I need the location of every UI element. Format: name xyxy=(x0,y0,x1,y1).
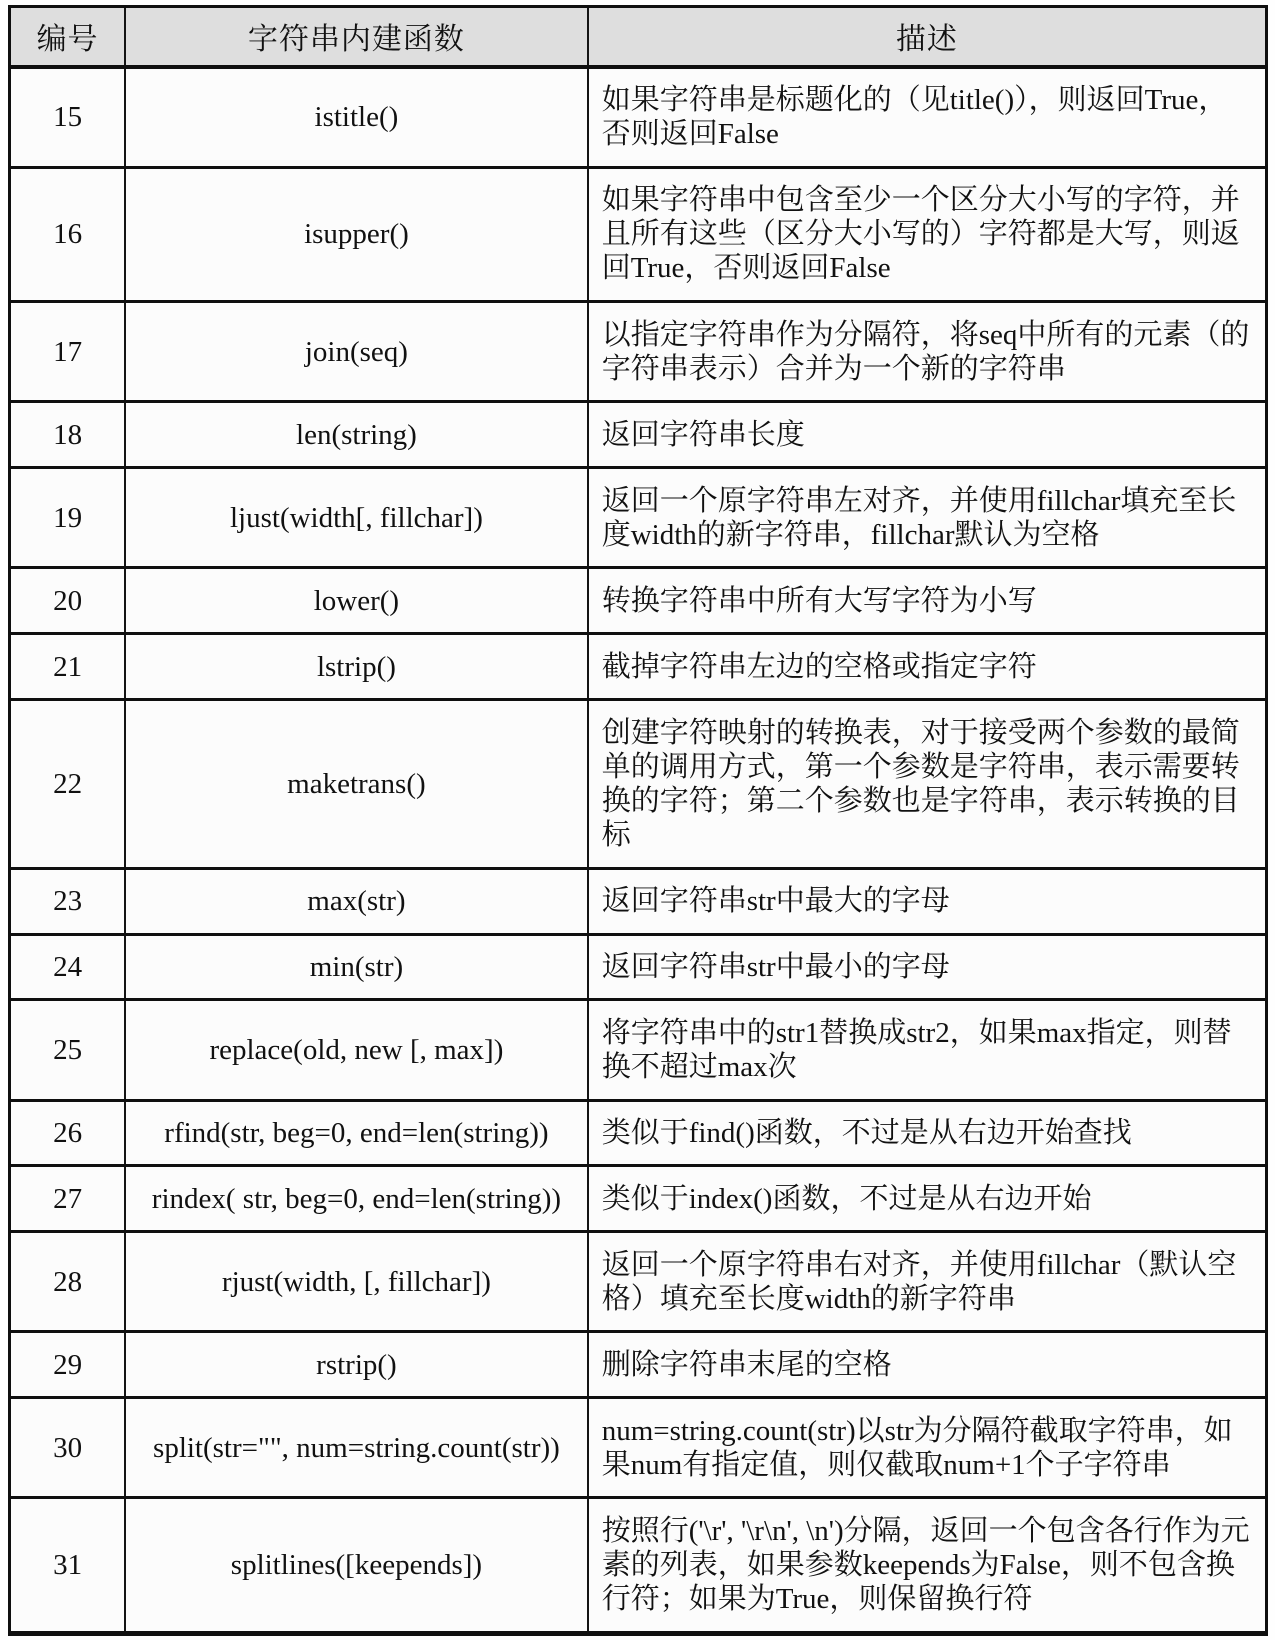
table-body xyxy=(10,67,1267,1634)
description-cell: 返回字符串str中最小的字母 xyxy=(588,934,1267,1000)
description-cell: 返回一个原字符串右对齐，并使用fillchar（默认空格）填充至长度width的新字符串 xyxy=(588,1232,1267,1332)
table-row xyxy=(10,302,1267,402)
row-number-cell: 26 xyxy=(10,1100,126,1166)
row-number-cell: 27 xyxy=(10,1166,126,1232)
table-row xyxy=(10,699,1267,868)
string-builtin-functions-table xyxy=(8,5,1268,1636)
header-description: 描述 xyxy=(588,7,1267,67)
function-name-cell: lstrip() xyxy=(125,634,588,700)
row-number-cell: 23 xyxy=(10,868,126,934)
row-number-cell: 30 xyxy=(10,1398,126,1498)
table-row xyxy=(10,1100,1267,1166)
function-name-cell: istitle() xyxy=(125,67,588,168)
table-header xyxy=(10,7,1267,67)
function-name-cell: min(str) xyxy=(125,934,588,1000)
function-name-cell: max(str) xyxy=(125,868,588,934)
row-number-cell: 15 xyxy=(10,67,126,168)
description-cell: 返回一个原字符串左对齐，并使用fillchar填充至长度width的新字符串，fillchar默认为空格 xyxy=(588,468,1267,568)
description-cell: 如果字符串是标题化的（见title()），则返回True，否则返回False xyxy=(588,67,1267,168)
table-row xyxy=(10,1498,1267,1634)
function-name-cell: ljust(width[, fillchar]) xyxy=(125,468,588,568)
function-name-cell: lower() xyxy=(125,568,588,634)
row-number-cell: 19 xyxy=(10,468,126,568)
description-cell: 转换字符串中所有大写字符为小写 xyxy=(588,568,1267,634)
function-name-cell: join(seq) xyxy=(125,302,588,402)
description-cell: 类似于find()函数，不过是从右边开始查找 xyxy=(588,1100,1267,1166)
table-row xyxy=(10,1166,1267,1232)
description-cell: 返回字符串str中最大的字母 xyxy=(588,868,1267,934)
row-number-cell: 28 xyxy=(10,1232,126,1332)
row-number-cell: 21 xyxy=(10,634,126,700)
table-row xyxy=(10,468,1267,568)
description-cell: num=string.count(str)以str为分隔符截取字符串，如果num有指定值，则仅截取num+1个子字符串 xyxy=(588,1398,1267,1498)
function-name-cell: len(string) xyxy=(125,402,588,468)
row-number-cell: 29 xyxy=(10,1332,126,1398)
description-cell: 以指定字符串作为分隔符，将seq中所有的元素（的字符串表示）合并为一个新的字符串 xyxy=(588,302,1267,402)
row-number-cell: 31 xyxy=(10,1498,126,1634)
description-cell: 返回字符串长度 xyxy=(588,402,1267,468)
table-row xyxy=(10,868,1267,934)
table-row xyxy=(10,1398,1267,1498)
function-name-cell: splitlines([keepends]) xyxy=(125,1498,588,1634)
row-number-cell: 16 xyxy=(10,167,126,302)
header-row xyxy=(10,7,1267,67)
table-row xyxy=(10,402,1267,468)
function-name-cell: rjust(width, [, fillchar]) xyxy=(125,1232,588,1332)
row-number-cell: 20 xyxy=(10,568,126,634)
function-name-cell: split(str="", num=string.count(str)) xyxy=(125,1398,588,1498)
row-number-cell: 25 xyxy=(10,1000,126,1100)
header-function: 字符串内建函数 xyxy=(125,7,588,67)
description-cell: 将字符串中的str1替换成str2，如果max指定，则替换不超过max次 xyxy=(588,1000,1267,1100)
row-number-cell: 22 xyxy=(10,699,126,868)
description-cell: 如果字符串中包含至少一个区分大小写的字符，并且所有这些（区分大小写的）字符都是大写，则返回True，否则返回False xyxy=(588,167,1267,302)
description-cell: 截掉字符串左边的空格或指定字符 xyxy=(588,634,1267,700)
function-name-cell: replace(old, new [, max]) xyxy=(125,1000,588,1100)
function-name-cell: maketrans() xyxy=(125,699,588,868)
table-row xyxy=(10,67,1267,168)
row-number-cell: 17 xyxy=(10,302,126,402)
table-row xyxy=(10,1232,1267,1332)
description-cell: 删除字符串末尾的空格 xyxy=(588,1332,1267,1398)
table-row xyxy=(10,167,1267,302)
row-number-cell: 24 xyxy=(10,934,126,1000)
header-number: 编号 xyxy=(10,7,126,67)
table-row xyxy=(10,568,1267,634)
function-name-cell: rfind(str, beg=0, end=len(string)) xyxy=(125,1100,588,1166)
description-cell: 创建字符映射的转换表，对于接受两个参数的最简单的调用方式，第一个参数是字符串，表示需要转换的字符；第二个参数也是字符串，表示转换的目标 xyxy=(588,699,1267,868)
table-row xyxy=(10,634,1267,700)
table-row xyxy=(10,934,1267,1000)
table-row xyxy=(10,1332,1267,1398)
row-number-cell: 18 xyxy=(10,402,126,468)
table-row xyxy=(10,1000,1267,1100)
description-cell: 按照行('\r', '\r\n', \n')分隔，返回一个包含各行作为元素的列表，如果参数keepends为False，则不包含换行符；如果为True，则保留换行符 xyxy=(588,1498,1267,1634)
function-name-cell: isupper() xyxy=(125,167,588,302)
description-cell: 类似于index()函数，不过是从右边开始 xyxy=(588,1166,1267,1232)
function-name-cell: rindex( str, beg=0, end=len(string)) xyxy=(125,1166,588,1232)
function-name-cell: rstrip() xyxy=(125,1332,588,1398)
